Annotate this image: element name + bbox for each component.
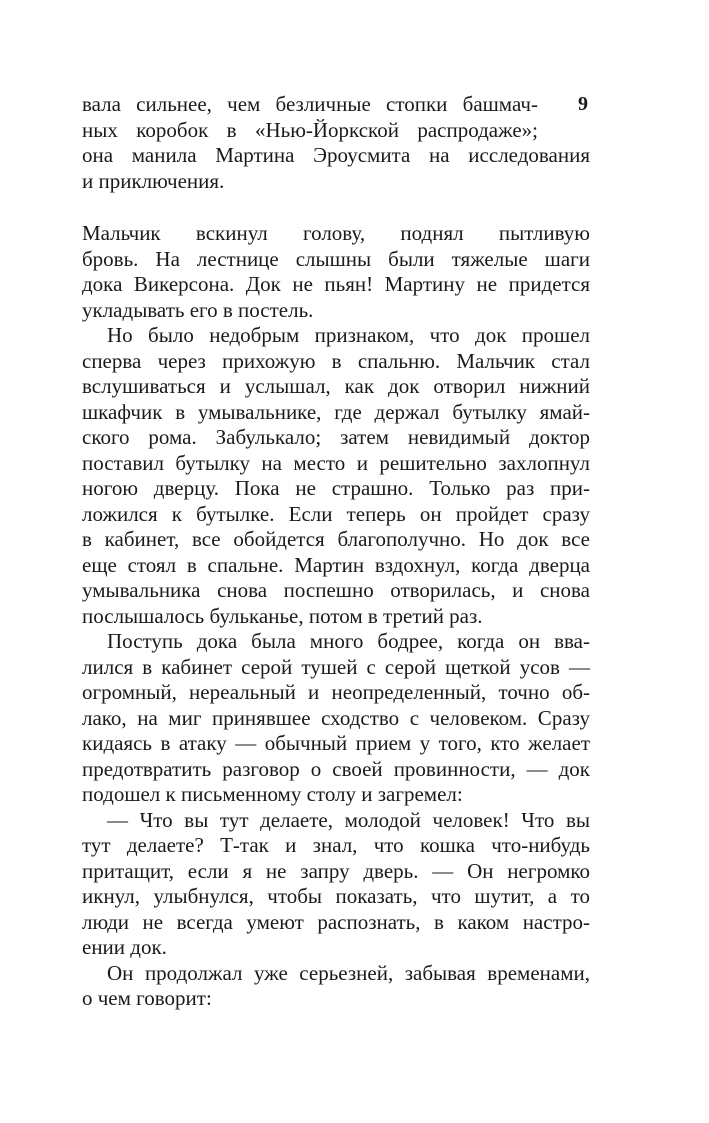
paragraphs [82, 221, 590, 1012]
text-line: тут делаете? Т-так и знал, что кошка что-нибудь [82, 833, 590, 857]
text-line: ении док. [82, 935, 167, 959]
text-line: вала сильнее, чем безличные стопки башмач- [82, 92, 538, 116]
text-line: шкафчик в умывальнике, где держал бутылку ямай- [82, 399, 590, 424]
text-line: Поступь дока была много бодрее, когда он вва- [107, 629, 590, 653]
text-line: подошел к письменному столу и загремел: [82, 782, 463, 806]
text-line: укладывать его в постель. [82, 297, 314, 322]
text-line: она манила Мартина Эроусмита на исследования [82, 143, 590, 167]
paragraph [82, 808, 590, 961]
text-line: Он продолжал уже серьезней, забывая временами, [107, 960, 590, 985]
text-line: лился в кабинет серой тушей с серой щеткой усов — [82, 654, 590, 679]
page-body [82, 92, 590, 1012]
section-gap [82, 194, 590, 221]
page-number: 9 [578, 93, 588, 115]
text-line: ногою дверцу. Пока не страшно. Только раз при- [82, 476, 590, 500]
text-line: лако, на миг принявшее сходство с человеком. Сразу [82, 705, 590, 730]
text-line: бровь. На лестнице слышны были тяжелые шаги [82, 246, 590, 271]
text-line: Мальчик вскинул голову, поднял пытливую [82, 221, 590, 245]
paragraph [82, 961, 590, 1012]
text-line: притащит, если я не запру дверь. — Он негромко [82, 858, 590, 883]
text-line: предотвратить разговор о своей провинности, — док [82, 756, 590, 781]
text-line: ных коробок в «Нью-Йоркской распродаже»; [82, 117, 538, 142]
text-line: в кабинет, все обойдется благополучно. Но док все [82, 527, 590, 551]
text-line: ложился к бутылке. Если теперь он пройдет сразу [82, 501, 590, 526]
text-line: огромный, нереальный и неопределенный, точно об- [82, 680, 590, 704]
paragraph [82, 323, 590, 629]
text-line: и приключения. [82, 168, 225, 193]
text-line: ского рома. Забулькало; затем невидимый доктор [82, 425, 590, 449]
text-line: еще стоял в спальне. Мартин вздохнул, когда дверца [82, 552, 590, 577]
text-line: послышалось бульканье, потом в третий раз. [82, 603, 483, 628]
text-line: о чем говорит: [82, 986, 212, 1010]
text-line: кидаясь в атаку — обычный прием у того, кто желает [82, 731, 590, 755]
text-line: поставил бутылку на место и решительно захлопнул [82, 450, 590, 475]
text-line: вслушиваться и услышал, как док отворил нижний [82, 374, 590, 398]
text-line: сперва через прихожую в спальню. Мальчик стал [82, 348, 590, 373]
top-paragraph [82, 92, 590, 194]
paragraph [82, 629, 590, 808]
text-line: — Что вы тут делаете, молодой человек! Что вы [107, 807, 590, 832]
text-line: дока Викерсона. Док не пьян! Мартину не придется [82, 272, 590, 296]
text-line: умывальника снова поспешно отворилась, и снова [82, 578, 590, 602]
text-line: икнул, улыбнулся, чтобы показать, что шутит, а то [82, 884, 590, 908]
text-line: Но было недобрым признаком, что док прошел [107, 323, 590, 347]
text-line: люди не всегда умеют распознать, в каком настро- [82, 909, 590, 934]
paragraph [82, 221, 590, 323]
